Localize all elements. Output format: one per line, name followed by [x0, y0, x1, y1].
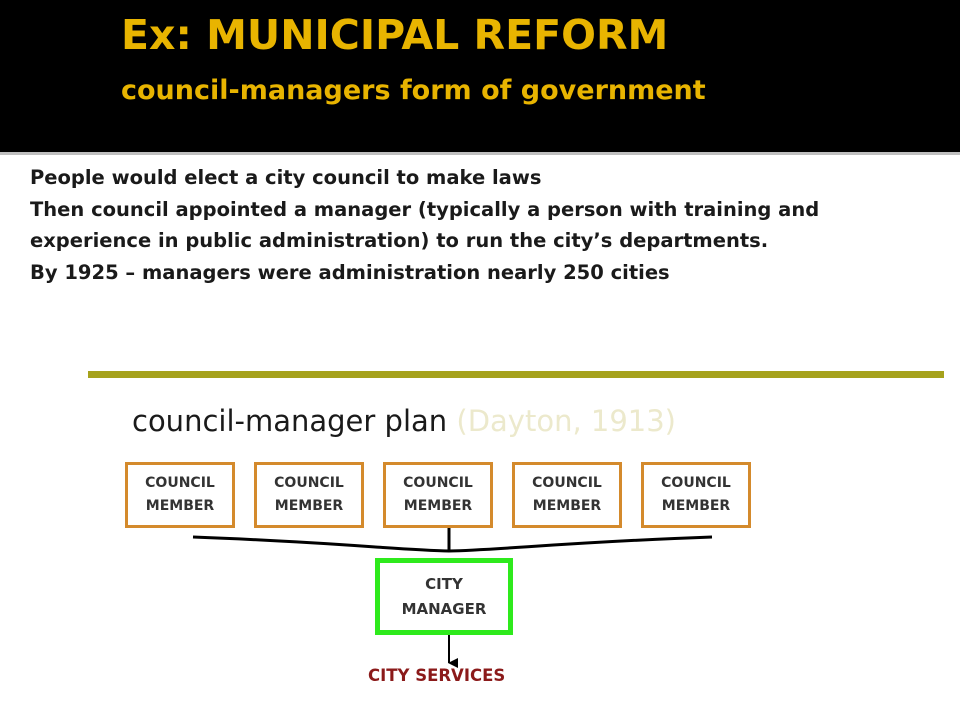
slide-title: Ex: MUNICIPAL REFORM	[121, 11, 669, 59]
council-member-box	[641, 462, 751, 528]
council-member-label: COUNCIL MEMBER	[403, 475, 473, 514]
council-join-line	[193, 537, 712, 551]
bullet-item: By 1925 – managers were administration nearly 250 cities	[30, 260, 670, 284]
council-member-label: COUNCIL MEMBER	[532, 475, 602, 514]
bullet-item: Then council appointed a manager (typically a person with training and experience in public administration) to run the city’s departments.	[30, 197, 820, 252]
council-member-box	[125, 462, 235, 528]
council-member-label: COUNCIL MEMBER	[274, 475, 344, 514]
council-member-box	[383, 462, 493, 528]
diagram-title-note: (Dayton, 1913)	[456, 404, 676, 438]
council-member-box	[512, 462, 622, 528]
city-manager-box	[375, 558, 513, 635]
diagram-title-text: council-manager plan	[132, 404, 448, 438]
city-manager-label: CITY MANAGER	[401, 574, 487, 618]
bullet-item: People would elect a city council to make laws	[30, 166, 542, 189]
city-services-label: CITY SERVICES	[368, 666, 506, 685]
council-member-box	[254, 462, 364, 528]
council-member-label: COUNCIL MEMBER	[661, 475, 731, 514]
council-member-label: COUNCIL MEMBER	[145, 475, 215, 514]
slide-subtitle: council-managers form of government	[121, 75, 706, 106]
